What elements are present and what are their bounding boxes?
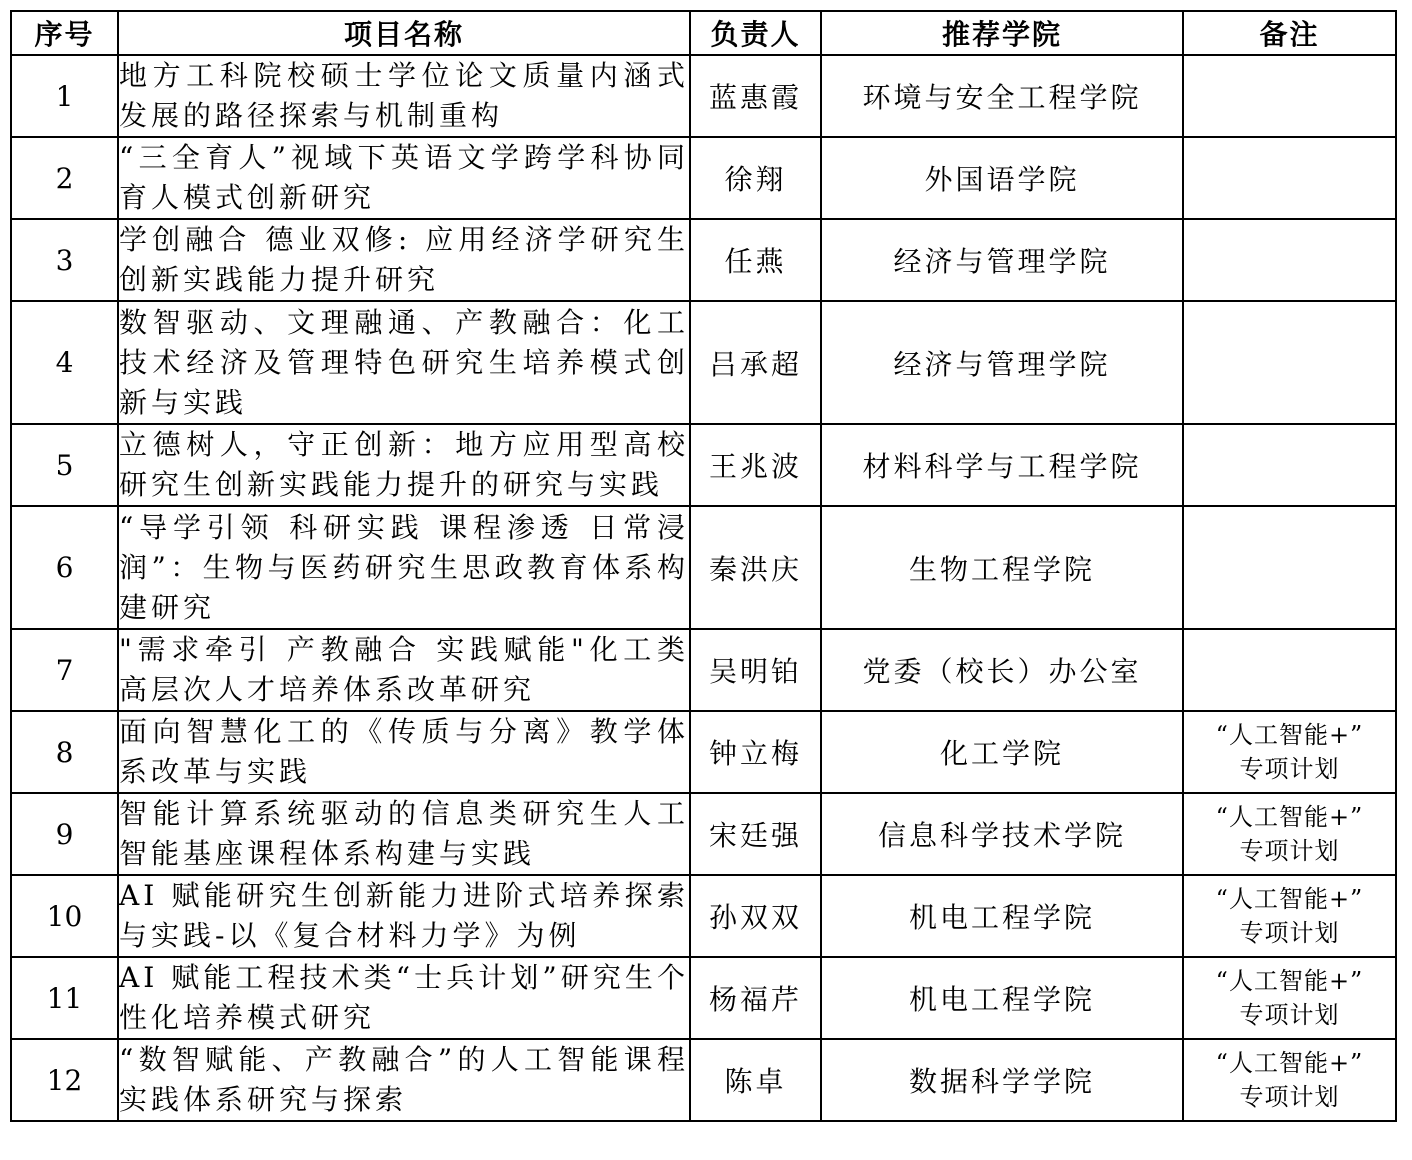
cell-lead: 吕承超 — [690, 301, 821, 424]
cell-lead: 吴明铂 — [690, 629, 821, 711]
table-row — [11, 301, 1396, 424]
note-line-1: “人工智能+” — [1215, 885, 1364, 913]
note-line-1: “人工智能+” — [1215, 1049, 1364, 1077]
cell-no: 9 — [11, 793, 118, 875]
table-header — [11, 11, 1396, 55]
cell-name: “导学引领 科研实践 课程渗透 日常浸润”：生物与医药研究生思政教育体系构建研究 — [118, 506, 690, 629]
cell-lead: 秦洪庆 — [690, 506, 821, 629]
cell-note — [1183, 1039, 1396, 1121]
cell-college: 经济与管理学院 — [821, 301, 1183, 424]
cell-note — [1183, 424, 1396, 506]
cell-college: 材料科学与工程学院 — [821, 424, 1183, 506]
table-row — [11, 55, 1396, 137]
cell-college: 信息科学技术学院 — [821, 793, 1183, 875]
cell-note — [1183, 219, 1396, 301]
cell-college: 生物工程学院 — [821, 506, 1183, 629]
cell-lead: 蓝惠霞 — [690, 55, 821, 137]
cell-name: “数智赋能、产教融合”的人工智能课程实践体系研究与探索 — [118, 1039, 690, 1121]
cell-lead: 王兆波 — [690, 424, 821, 506]
cell-no: 1 — [11, 55, 118, 137]
cell-lead: 宋廷强 — [690, 793, 821, 875]
cell-no: 2 — [11, 137, 118, 219]
cell-no: 8 — [11, 711, 118, 793]
cell-no: 4 — [11, 301, 118, 424]
cell-lead: 钟立梅 — [690, 711, 821, 793]
cell-note — [1183, 793, 1396, 875]
cell-note — [1183, 629, 1396, 711]
table-row — [11, 424, 1396, 506]
cell-name: 地方工科院校硕士学位论文质量内涵式发展的路径探索与机制重构 — [118, 55, 690, 137]
cell-college: 外国语学院 — [821, 137, 1183, 219]
table-row — [11, 711, 1396, 793]
table-body — [11, 55, 1396, 1121]
header-college: 推荐学院 — [821, 11, 1183, 55]
cell-college: 环境与安全工程学院 — [821, 55, 1183, 137]
cell-name: 学创融合 德业双修: 应用经济学研究生创新实践能力提升研究 — [118, 219, 690, 301]
cell-no: 12 — [11, 1039, 118, 1121]
cell-name: "需求牵引 产教融合 实践赋能"化工类高层次人才培养体系改革研究 — [118, 629, 690, 711]
table-row — [11, 629, 1396, 711]
cell-name: 智能计算系统驱动的信息类研究生人工智能基座课程体系构建与实践 — [118, 793, 690, 875]
table-row — [11, 875, 1396, 957]
cell-note — [1183, 55, 1396, 137]
cell-lead: 孙双双 — [690, 875, 821, 957]
cell-note — [1183, 875, 1396, 957]
cell-note — [1183, 506, 1396, 629]
note-line-2: 专项计划 — [1239, 755, 1340, 783]
table-row — [11, 957, 1396, 1039]
note-line-2: 专项计划 — [1239, 1001, 1340, 1029]
table-row — [11, 793, 1396, 875]
note-line-1: “人工智能+” — [1215, 803, 1364, 831]
cell-college: 经济与管理学院 — [821, 219, 1183, 301]
note-line-2: 专项计划 — [1239, 1083, 1340, 1111]
cell-college: 化工学院 — [821, 711, 1183, 793]
cell-name: 立德树人，守正创新：地方应用型高校研究生创新实践能力提升的研究与实践 — [118, 424, 690, 506]
table-row — [11, 219, 1396, 301]
table-row — [11, 506, 1396, 629]
table-row — [11, 137, 1396, 219]
cell-name: AI 赋能研究生创新能力进阶式培养探索与实践-以《复合材料力学》为例 — [118, 875, 690, 957]
cell-no: 7 — [11, 629, 118, 711]
cell-name: “三全育人”视域下英语文学跨学科协同育人模式创新研究 — [118, 137, 690, 219]
cell-college: 机电工程学院 — [821, 875, 1183, 957]
cell-name: AI 赋能工程技术类“士兵计划”研究生个性化培养模式研究 — [118, 957, 690, 1039]
cell-college: 党委（校长）办公室 — [821, 629, 1183, 711]
cell-no: 5 — [11, 424, 118, 506]
cell-note — [1183, 137, 1396, 219]
note-line-1: “人工智能+” — [1215, 967, 1364, 995]
cell-note — [1183, 301, 1396, 424]
table-row — [11, 1039, 1396, 1121]
cell-lead: 徐翔 — [690, 137, 821, 219]
cell-note — [1183, 957, 1396, 1039]
header-no: 序号 — [11, 11, 118, 55]
cell-name: 数智驱动、文理融通、产教融合：化工技术经济及管理特色研究生培养模式创新与实践 — [118, 301, 690, 424]
cell-lead: 杨福芹 — [690, 957, 821, 1039]
header-lead: 负责人 — [690, 11, 821, 55]
note-line-2: 专项计划 — [1239, 919, 1340, 947]
cell-lead: 陈卓 — [690, 1039, 821, 1121]
cell-no: 3 — [11, 219, 118, 301]
cell-note — [1183, 711, 1396, 793]
header-note: 备注 — [1183, 11, 1396, 55]
cell-college: 数据科学学院 — [821, 1039, 1183, 1121]
note-line-1: “人工智能+” — [1215, 721, 1364, 749]
cell-no: 10 — [11, 875, 118, 957]
header-name: 项目名称 — [118, 11, 690, 55]
cell-college: 机电工程学院 — [821, 957, 1183, 1039]
cell-lead: 任燕 — [690, 219, 821, 301]
cell-no: 6 — [11, 506, 118, 629]
cell-no: 11 — [11, 957, 118, 1039]
header-row — [11, 11, 1396, 55]
cell-name: 面向智慧化工的《传质与分离》教学体系改革与实践 — [118, 711, 690, 793]
project-table — [10, 10, 1397, 1122]
note-line-2: 专项计划 — [1239, 837, 1340, 865]
